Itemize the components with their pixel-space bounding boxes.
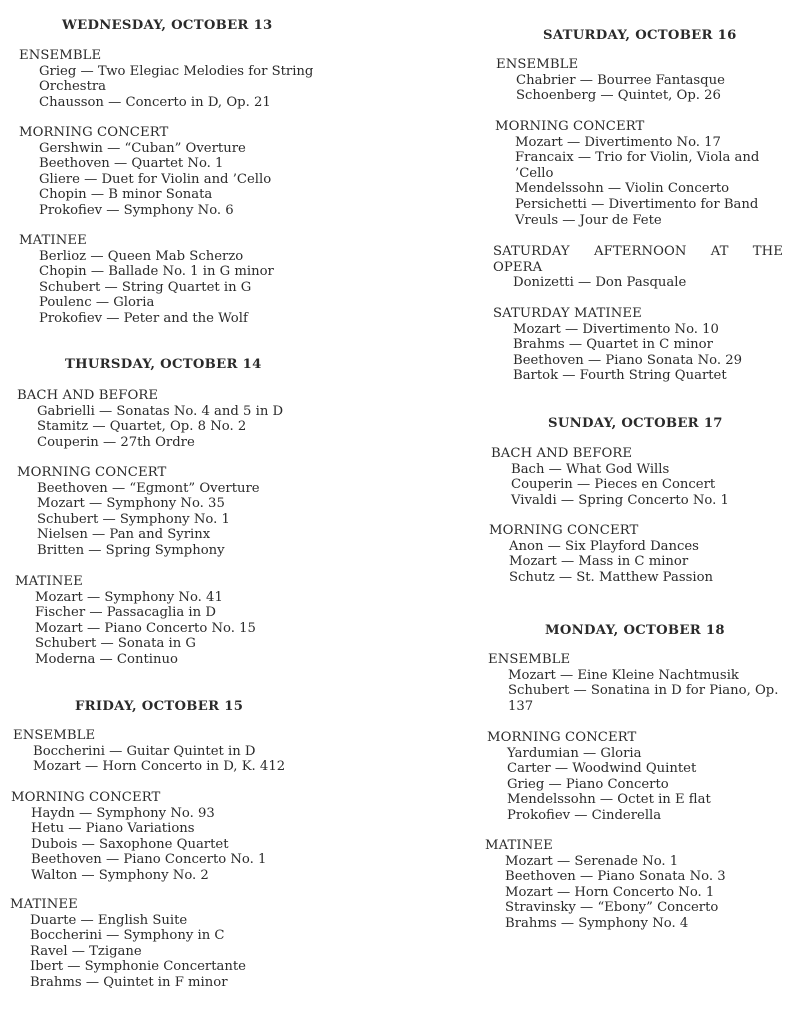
program-section (19, 48, 313, 110)
section-title-cont: OPERA (493, 259, 543, 275)
program-section (493, 306, 742, 384)
program-item: Schubert — String Quartet in G (39, 279, 252, 295)
program-section (488, 652, 778, 714)
program-item: ’Cello (515, 165, 554, 181)
program-item: Orchestra (39, 79, 107, 95)
program-item: Walton — Symphony No. 2 (31, 867, 209, 883)
program-item: Mozart — Symphony No. 41 (35, 589, 223, 605)
program-item: Beethoven — Piano Sonata No. 29 (513, 352, 743, 368)
day-heading: SATURDAY, OCTOBER 16 (543, 28, 737, 43)
section-title: ENSEMBLE (488, 652, 571, 667)
program-item: Mendelssohn — Octet in E flat (507, 792, 711, 808)
program-item: Chausson — Concerto in D, Op. 21 (39, 94, 271, 110)
section-title: MORNING CONCERT (19, 125, 169, 140)
program-item: Beethoven — “Egmont” Overture (37, 480, 260, 496)
day-heading: MONDAY, OCTOBER 18 (545, 623, 725, 638)
section-title: MATINEE (485, 838, 553, 853)
program-item: Couperin — Pieces en Concert (511, 477, 716, 493)
program-item: Beethoven — Piano Sonata No. 3 (505, 869, 726, 885)
program-section (491, 446, 729, 508)
program-item: Nielsen — Pan and Syrinx (37, 527, 211, 543)
program-item: Carter — Woodwind Quintet (507, 761, 697, 777)
program-section (10, 897, 246, 991)
program-item: Mozart — Symphony No. 35 (37, 496, 225, 512)
program-section (493, 244, 783, 291)
section-title: MORNING CONCERT (487, 730, 637, 745)
program-item: Ravel — Tzigane (30, 943, 142, 959)
program-item: Couperin — 27th Ordre (37, 434, 195, 450)
program-item: Vivaldi — Spring Concerto No. 1 (511, 492, 729, 508)
day-heading: WEDNESDAY, OCTOBER 13 (62, 18, 273, 33)
program-item: Moderna — Continuo (35, 651, 178, 667)
program-section (485, 838, 726, 932)
program-section (15, 574, 256, 668)
program-item: Prokofiev — Symphony No. 6 (39, 202, 234, 218)
program-item: Mozart — Divertimento No. 17 (515, 134, 721, 150)
program-item: Stamitz — Quartet, Op. 8 No. 2 (37, 419, 247, 435)
program-section (19, 125, 271, 219)
program-item: Francaix — Trio for Violin, Viola and (515, 150, 760, 166)
program-item: Chopin — Ballade No. 1 in G minor (39, 264, 274, 280)
section-title: MATINEE (10, 897, 78, 912)
program-item: Beethoven — Quartet No. 1 (39, 156, 224, 172)
program-item: Fischer — Passacaglia in D (35, 605, 216, 621)
program-item: Donizetti — Don Pasquale (513, 275, 687, 291)
program-item: Mozart — Horn Concerto in D, K. 412 (33, 759, 286, 775)
program-item: Poulenc — Gloria (39, 295, 155, 311)
program-item: Brahms — Quartet in C minor (513, 337, 713, 353)
program-item: Bach — What God Wills (511, 461, 670, 477)
section-title: BACH AND BEFORE (491, 446, 633, 461)
section-title: BACH AND BEFORE (17, 388, 159, 403)
program-item: Yardumian — Gloria (507, 745, 642, 761)
day-heading: THURSDAY, OCTOBER 14 (65, 357, 262, 372)
program-item: Bartok — Fourth String Quartet (513, 368, 727, 384)
section-title: MORNING CONCERT (495, 119, 645, 134)
section-title: MATINEE (19, 233, 87, 248)
section-title: ENSEMBLE (496, 57, 579, 72)
program-item: Grieg — Two Elegiac Melodies for String (39, 63, 314, 79)
section-title: MATINEE (15, 574, 83, 589)
program-item: Mozart — Divertimento No. 10 (513, 321, 719, 337)
program-item: Persichetti — Divertimento for Band (515, 196, 759, 212)
program-section (489, 523, 713, 585)
section-title: MORNING CONCERT (17, 465, 167, 480)
program-item: Chopin — B minor Sonata (39, 187, 213, 203)
day-heading: FRIDAY, OCTOBER 15 (75, 699, 244, 714)
program-item: Prokofiev — Peter and the Wolf (39, 310, 248, 326)
program-item: Schutz — St. Matthew Passion (509, 569, 714, 585)
program-item: Brahms — Symphony No. 4 (505, 915, 689, 931)
section-title: SATURDAY MATINEE (493, 306, 642, 321)
program-section (17, 388, 283, 450)
program-item: Chabrier — Bourree Fantasque (516, 72, 725, 88)
program-section (13, 728, 285, 775)
day-heading: SUNDAY, OCTOBER 17 (548, 416, 723, 431)
section-title: ENSEMBLE (19, 48, 102, 63)
program-item: Duarte — English Suite (30, 912, 188, 928)
program-item: Prokofiev — Cinderella (507, 807, 662, 823)
program-section (495, 119, 759, 228)
program-item: Mozart — Eine Kleine Nachtmusik (508, 667, 739, 683)
program-item: Berlioz — Queen Mab Scherzo (39, 248, 244, 264)
program-section (496, 57, 725, 104)
program-item: Grieg — Piano Concerto (507, 776, 669, 792)
program-section (17, 465, 260, 559)
program-item: Stravinsky — “Ebony” Concerto (505, 900, 719, 916)
program-item: Anon — Six Playford Dances (509, 538, 699, 554)
program-item: Dubois — Saxophone Quartet (31, 836, 229, 852)
section-title: MORNING CONCERT (489, 523, 639, 538)
program-item: 137 (508, 698, 534, 714)
program-item: Hetu — Piano Variations (31, 821, 195, 837)
program-section (19, 233, 274, 327)
program-item: Gliere — Duet for Violin and ’Cello (39, 171, 272, 187)
program-item: Gabrielli — Sonatas No. 4 and 5 in D (37, 403, 284, 419)
program-item: Boccherini — Guitar Quintet in D (33, 743, 256, 759)
program-item: Ibert — Symphonie Concertante (30, 959, 246, 975)
program-item: Britten — Spring Symphony (37, 542, 225, 558)
section-title: SATURDAY AFTERNOON AT THE (493, 244, 783, 259)
section-title: ENSEMBLE (13, 728, 96, 743)
program-item: Vreuls — Jour de Fete (515, 212, 662, 228)
program-item: Schubert — Sonata in G (35, 636, 196, 652)
program-item: Boccherini — Symphony in C (30, 928, 225, 944)
program-item: Mozart — Mass in C minor (509, 554, 689, 570)
program-item: Schoenberg — Quintet, Op. 26 (516, 88, 721, 104)
program-item: Mendelssohn — Violin Concerto (515, 181, 730, 197)
program-item: Mozart — Serenade No. 1 (505, 853, 679, 869)
program-item: Mozart — Piano Concerto No. 15 (35, 620, 256, 636)
program-item: Brahms — Quintet in F minor (30, 974, 228, 990)
program-item: Beethoven — Piano Concerto No. 1 (31, 852, 267, 868)
section-title: MORNING CONCERT (11, 790, 161, 805)
program-item: Mozart — Horn Concerto No. 1 (505, 884, 715, 900)
program-item: Schubert — Symphony No. 1 (37, 511, 230, 527)
program-section (11, 790, 266, 884)
program-item: Gershwin — “Cuban” Overture (39, 140, 246, 156)
program-item: Schubert — Sonatina in D for Piano, Op. (508, 683, 779, 699)
program-section (487, 730, 711, 824)
program-item: Haydn — Symphony No. 93 (31, 805, 215, 821)
